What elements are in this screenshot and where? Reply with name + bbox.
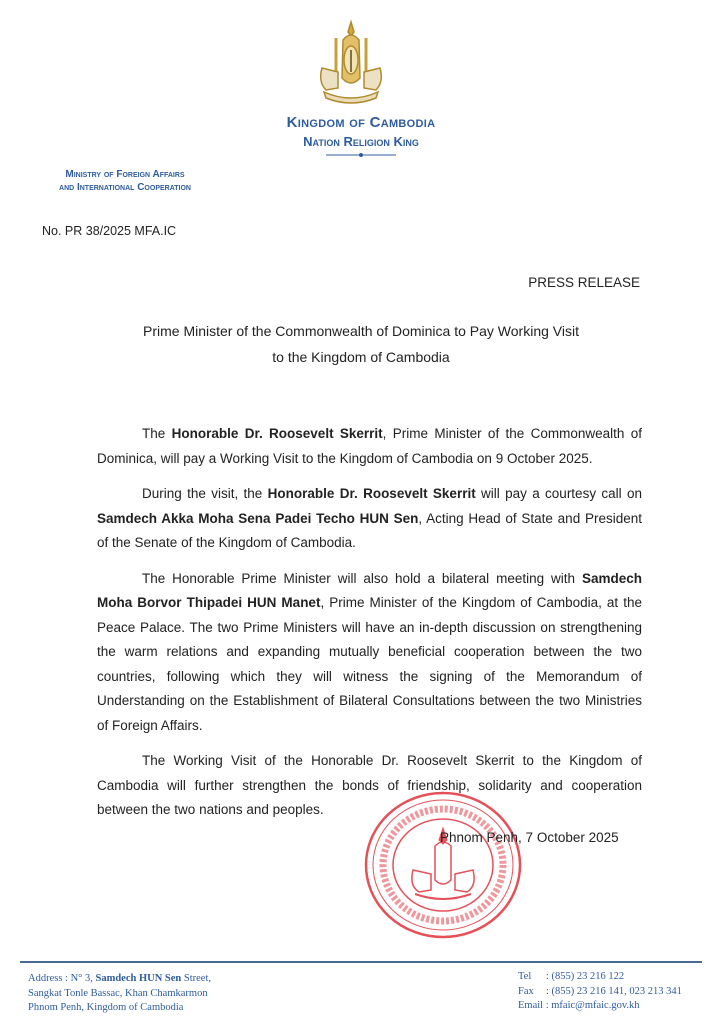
paragraph: The Honorable Dr. Roosevelt Skerrit, Prime Minister of the Commonwealth of Dominica, will pay a Working Visit to the Kingdom of Cambodia on 9 October 2025.: [97, 426, 643, 466]
title-line-1: Prime Minister of the Commonwealth of Dominica to Pay Working Visit: [143, 323, 579, 339]
footer-contact: [518, 970, 682, 1014]
address-line-3: Phnom Penh, Kingdom of Cambodia: [28, 1002, 184, 1013]
person-name: Honorable Dr. Roosevelt Skerrit: [267, 486, 476, 501]
title-line-2: to the Kingdom of Cambodia: [272, 349, 450, 365]
email-link[interactable]: : mfaic@mfaic.gov.kh: [543, 1000, 640, 1011]
document-title: [0, 318, 722, 370]
person-name: Samdech Moha Borvor Thipadei HUN Manet: [97, 570, 642, 610]
ornament-divider: [326, 153, 396, 157]
fax-line: Fax : (855) 23 216 141, 023 213 341: [518, 985, 682, 997]
tel-line: Tel : (855) 23 216 122: [518, 971, 625, 982]
footer-divider: [20, 961, 702, 963]
royal-emblem-icon: [310, 18, 392, 106]
person-name: Honorable Dr. Roosevelt Skerrit: [171, 426, 383, 441]
person-name: Samdech Akka Moha Sena Padei Techo HUN Sen: [97, 510, 419, 526]
address-line-1: Address : N° 3, Samdech HUN Sen Street,: [28, 973, 212, 984]
motto-heading: Nation Religion King: [303, 134, 419, 149]
paragraph: The Working Visit of the Honorable Dr. Roosevelt Skerrit to the Kingdom of Cambodia will further strengthen the bonds of friendship, solidarity and cooperation between the two nations and peoples.: [97, 753, 642, 817]
paragraph: During the visit, the Honorable Dr. Roosevelt Skerrit will pay a courtesy call on Samdech Akka Moha Sena Padei Techo HUN Sen, Acting Head of State and President of the Senate of the Kingdom of Cambodia.: [97, 486, 643, 550]
ministry-line-2: and International Cooperation: [59, 182, 191, 193]
email-line: Email : mfaic@mfaic.gov.kh: [518, 1000, 640, 1011]
reference-number: No. PR 38/2025 MFA.IC: [42, 224, 177, 238]
document-body: [97, 422, 642, 834]
ministry-name: [20, 168, 230, 194]
kingdom-heading: Kingdom of Cambodia: [286, 114, 436, 131]
document-type: PRESS RELEASE: [528, 275, 640, 290]
official-seal-icon: [363, 790, 523, 940]
ministry-line-1: Ministry of Foreign Affairs: [65, 169, 185, 180]
place-and-date: Phnom Penh, 7 October 2025: [440, 830, 619, 845]
address-line-2: Sangkat Tonle Bassac, Khan Chamkarmon: [28, 987, 208, 999]
paragraph: The Honorable Prime Minister will also hold a bilateral meeting with Samdech Moha Borvor Thipadei HUN Manet, Prime Minister of the Kingdom of Cambodia, at the Peace Palace. The two Prime Ministers will have an in-depth discussion on strengthening the warm relations and expanding mutually beneficial cooperation between the two countries, following which they will witness the signing of the Memorandum of Understanding on the Establishment of Bilateral Consultations between the two Ministries of Foreign Affairs.: [97, 570, 642, 733]
footer-address: [28, 972, 211, 1016]
